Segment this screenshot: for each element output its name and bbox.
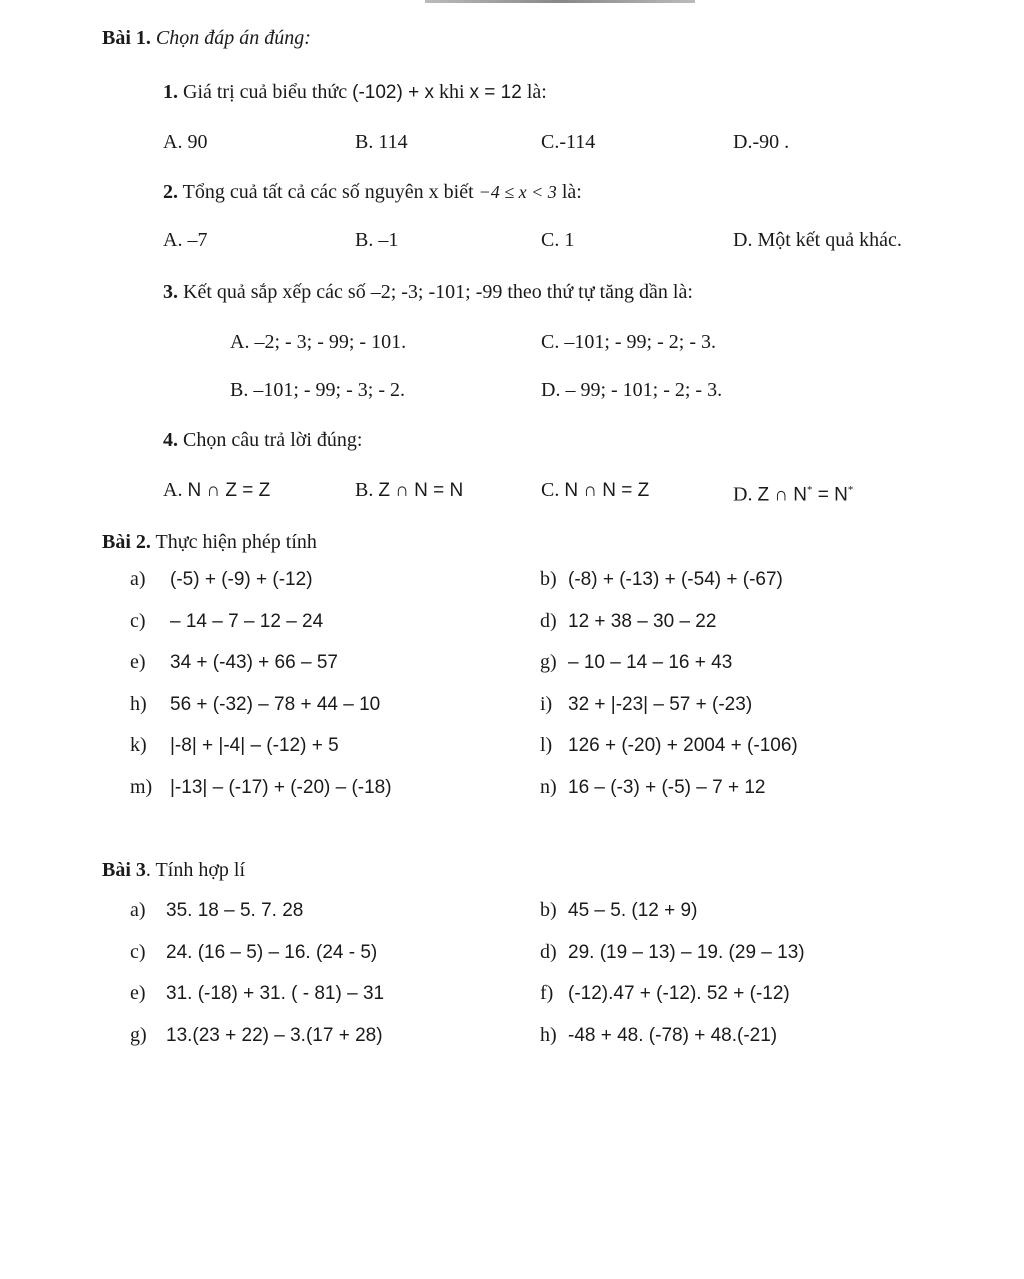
bai2-item-label: k) [130, 734, 147, 756]
top-edge-mark [425, 0, 695, 3]
q1-option-c: C.-114 [541, 131, 596, 153]
bai2-item-expr: 32 + |-23| – 57 + (-23) [568, 693, 753, 715]
bai2-item-label: d) [540, 609, 557, 632]
bai1-title-bold: Bài 1. [102, 27, 151, 49]
bai2-item-expr: 34 + (-43) + 66 – 57 [170, 652, 338, 673]
bai3-item-expr: 24. (16 – 5) – 16. (24 - 5) [166, 941, 378, 963]
bai2-item-label: e) [130, 651, 146, 673]
q1-text-before: Giá trị cuả biểu thức [183, 81, 348, 103]
bai2-item [540, 775, 766, 800]
bai3-title-bold: Bài 3 [102, 859, 146, 881]
q1-text-mid: khi [438, 81, 465, 103]
bai2-item-expr: 12 + 38 – 30 – 22 [568, 610, 717, 632]
q4-number: 4. [163, 429, 178, 451]
q3-option-c: C. –101; - 99; - 2; - 3. [541, 331, 716, 353]
bai2-item [540, 567, 783, 592]
bai2-item-label: b) [540, 568, 557, 590]
bai2-title-rest: Thực hiện phép tính [155, 531, 317, 553]
bai3-title-rest: . Tính hợp lí [145, 859, 246, 881]
bai3-item [130, 940, 377, 965]
q3-option-a: A. –2; - 3; - 99; - 101. [230, 331, 407, 353]
bai1-title-rest: Chọn đáp án đúng: [155, 27, 311, 49]
q4-text: Chọn câu trả lời đúng: [183, 429, 363, 451]
bai2-item [130, 609, 323, 634]
bai2-title [102, 530, 317, 554]
q1-number: 1. [163, 81, 178, 103]
q4-option-b [355, 478, 463, 503]
q2-option-c: C. 1 [541, 229, 575, 251]
bai2-item-label: a) [130, 568, 146, 590]
bai2-item [130, 567, 313, 592]
q1-option-a: A. 90 [163, 131, 208, 153]
bai3-item-label: d) [540, 940, 557, 963]
bai3-item [130, 898, 303, 923]
q4-option-b-expr: Z ∩ N = N [378, 480, 464, 501]
q1-cond: x = 12 [469, 82, 522, 103]
bai3-item-label: b) [540, 899, 557, 921]
bai2-item [540, 609, 716, 634]
bai3-item-label: c) [130, 940, 146, 963]
q2-text-after: là: [561, 181, 582, 203]
bai2-item-expr: 126 + (-20) + 2004 + (-106) [568, 735, 798, 756]
bai1-title [102, 26, 311, 50]
bai3-item [130, 1023, 383, 1048]
bai2-item-label: n) [540, 775, 557, 798]
bai3-item-expr: 13.(23 + 22) – 3.(17 + 28) [166, 1024, 383, 1046]
bai3-title [102, 858, 245, 882]
bai2-item-expr: – 14 – 7 – 12 – 24 [170, 610, 324, 632]
bai2-item-label: h) [130, 692, 147, 715]
q4-option-d-expr-1: Z ∩ N [757, 484, 807, 506]
bai3-item-expr: (-12).47 + (-12). 52 + (-12) [568, 983, 790, 1004]
bai2-item-expr: 56 + (-32) – 78 + 44 – 10 [170, 693, 381, 715]
q3-option-b: B. –101; - 99; - 3; - 2. [230, 379, 405, 401]
q3-text: Kết quả sắp xếp các số –2; -3; -101; -99 theo thứ tự tăng dần là: [183, 281, 693, 303]
q3-option-d: D. – 99; - 101; - 2; - 3. [541, 379, 723, 401]
q4-option-d-label: D. [733, 483, 753, 506]
bai2-item-expr: |-8| + |-4| – (-12) + 5 [170, 735, 339, 756]
q1-line [163, 80, 547, 105]
q3-line [163, 280, 693, 304]
bai3-item-label: e) [130, 982, 146, 1004]
q2-text-before: Tổng cuả tất cả các số nguyên x biết [182, 181, 474, 203]
bai3-item [540, 898, 697, 923]
q2-line [163, 180, 582, 204]
bai2-title-bold: Bài 2. [102, 531, 151, 553]
q4-option-c [541, 478, 649, 503]
bai2-item-expr: – 10 – 14 – 16 + 43 [568, 652, 733, 673]
bai3-item [540, 940, 805, 965]
q2-option-d: D. Một kết quả khác. [733, 229, 902, 251]
q4-option-c-label: C. [541, 479, 560, 501]
bai3-item-label: f) [540, 982, 554, 1004]
bai2-item-label: i) [540, 692, 553, 715]
bai2-item [540, 733, 798, 758]
bai3-item-label: a) [130, 899, 146, 921]
bai2-item-label: c) [130, 609, 146, 632]
bai2-item-expr: 16 – (-3) + (-5) – 7 + 12 [568, 776, 766, 798]
bai2-item [540, 650, 732, 675]
bai2-item-label: l) [540, 734, 553, 756]
bai2-item-expr: (-8) + (-13) + (-54) + (-67) [568, 569, 783, 590]
q1-text-after: là: [526, 81, 547, 103]
q2-option-b: B. –1 [355, 229, 399, 251]
bai2-item [540, 692, 752, 717]
q4-option-a-expr: N ∩ Z = Z [187, 480, 271, 501]
bai2-item-label: g) [540, 651, 557, 673]
bai3-item-expr: 35. 18 – 5. 7. 28 [166, 900, 304, 921]
q1-option-d: D.-90 . [733, 131, 790, 153]
bai3-item-label: h) [540, 1023, 557, 1046]
bai3-item [540, 981, 790, 1006]
q1-expr: (-102) + x [352, 82, 434, 103]
bai3-item-label: g) [130, 1023, 147, 1046]
q4-line [163, 428, 362, 452]
q4-option-d-expr-2: = N [812, 484, 848, 506]
q4-option-b-label: B. [355, 479, 374, 501]
bai3-item [130, 981, 384, 1006]
bai2-item [130, 650, 338, 675]
bai2-item [130, 733, 339, 758]
q4-option-d [733, 478, 853, 508]
q4-option-d-sup-1: * [807, 484, 813, 496]
q4-option-a [163, 478, 270, 503]
bai2-item-label: m) [130, 775, 153, 798]
q4-option-c-expr: N ∩ N = Z [564, 480, 650, 501]
bai2-item [130, 692, 380, 717]
q2-option-a: A. –7 [163, 229, 208, 251]
bai3-item-expr: 45 – 5. (12 + 9) [568, 900, 698, 921]
bai2-item-expr: (-5) + (-9) + (-12) [170, 569, 313, 590]
q2-number: 2. [163, 181, 178, 203]
bai2-item [130, 775, 392, 800]
q2-cond: −4 ≤ x < 3 [478, 182, 557, 202]
bai2-item-expr: |-13| – (-17) + (-20) – (-18) [170, 776, 392, 798]
bai3-item-expr: -48 + 48. (-78) + 48.(-21) [568, 1024, 778, 1046]
q4-option-d-sup-2: * [847, 484, 854, 496]
bai3-item-expr: 29. (19 – 13) – 19. (29 – 13) [568, 941, 805, 963]
bai3-item-expr: 31. (-18) + 31. ( - 81) – 31 [166, 983, 385, 1004]
q3-number: 3. [163, 281, 178, 303]
bai3-item [540, 1023, 777, 1048]
q4-option-a-label: A. [163, 479, 183, 501]
q1-option-b: B. 114 [355, 131, 408, 153]
